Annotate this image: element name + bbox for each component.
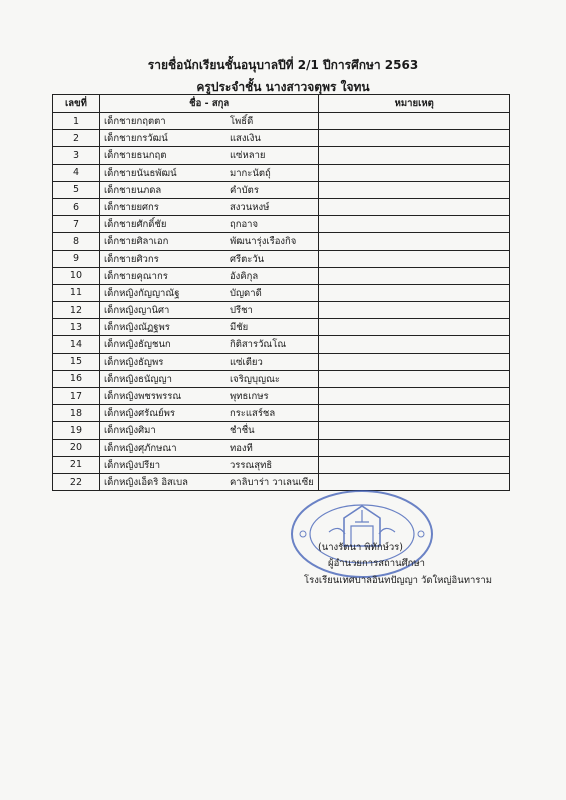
student-last-name: กระแสร์ชล — [229, 408, 276, 420]
table-row — [53, 181, 510, 198]
student-name-cell — [99, 113, 318, 130]
student-name-cell — [99, 405, 318, 422]
student-number: 2 — [53, 130, 100, 147]
student-last-name: ชำชื่น — [229, 425, 255, 437]
student-name-cell — [99, 370, 318, 387]
student-last-name: คำบัตร — [229, 184, 259, 196]
student-name-cell — [99, 130, 318, 147]
student-number: 8 — [53, 233, 100, 250]
student-last-name: แซ่หลาย — [229, 150, 266, 162]
student-note — [319, 336, 510, 353]
student-number: 22 — [53, 473, 100, 490]
student-last-name: พุทธเกษร — [229, 391, 269, 402]
student-name-cell — [99, 388, 318, 405]
table-row — [53, 319, 510, 336]
student-last-name: ทองที — [229, 442, 253, 454]
student-number: 16 — [53, 370, 100, 387]
student-number: 15 — [53, 353, 100, 370]
student-number: 5 — [53, 181, 100, 198]
student-first-name: เด็กหญิงธนัญญา — [103, 373, 172, 385]
student-first-name: เด็กชายยศกร — [103, 201, 159, 213]
signer-position: ผู้อำนวยการสถานศึกษา — [328, 558, 425, 569]
student-note — [319, 388, 510, 405]
student-first-name: เด็กชายธนกฤต — [103, 150, 167, 162]
table-row — [53, 233, 510, 250]
student-last-name: สงวนหงษ์ — [229, 201, 270, 213]
student-name-cell — [99, 473, 318, 490]
student-last-name: แซ่เตียว — [229, 356, 263, 368]
student-last-name: เจริญบุญณะ — [229, 373, 280, 385]
student-note — [319, 164, 510, 181]
table-row — [53, 405, 510, 422]
student-last-name: โพธิ์ดี — [229, 116, 254, 127]
student-first-name: เด็กหญิงศิมา — [103, 425, 156, 437]
table-row — [53, 250, 510, 267]
student-name-cell — [99, 456, 318, 473]
student-last-name: อังคิกุล — [229, 270, 259, 282]
table-row — [53, 456, 510, 473]
student-number: 1 — [53, 113, 100, 130]
table-row — [53, 284, 510, 301]
table-row — [53, 388, 510, 405]
student-last-name: บัญดาดี — [229, 287, 262, 299]
student-note — [319, 370, 510, 387]
table-row — [53, 370, 510, 387]
table-row — [53, 439, 510, 456]
student-name-cell — [99, 216, 318, 233]
student-name-cell — [99, 198, 318, 215]
student-note — [319, 405, 510, 422]
student-first-name: เด็กชายกฤตตา — [103, 116, 166, 127]
school-name: โรงเรียนเทศบาลอินทปัญญา วัดใหญ่อินทาราม — [304, 575, 493, 586]
student-name-cell — [99, 250, 318, 267]
student-number: 11 — [53, 284, 100, 301]
student-last-name: วรรณสุทธิ — [229, 459, 273, 471]
student-first-name: เด็กหญิงศรัณย์พร — [103, 408, 175, 420]
student-name-cell — [99, 302, 318, 319]
table-row — [53, 267, 510, 284]
student-note — [319, 353, 510, 370]
student-name-cell — [99, 353, 318, 370]
student-name-cell — [99, 439, 318, 456]
student-number: 12 — [53, 302, 100, 319]
student-last-name: ปรีชา — [229, 305, 253, 317]
student-note — [319, 319, 510, 336]
student-first-name: เด็กชายนันธพัฒน์ — [103, 167, 177, 179]
student-first-name: เด็กชายศิลาเอก — [103, 236, 169, 248]
student-number: 19 — [53, 422, 100, 439]
student-last-name: พัฒนารุ่งเรืองกิจ — [229, 236, 297, 248]
student-note — [319, 181, 510, 198]
student-last-name: แสงเงิน — [229, 133, 261, 145]
student-note — [319, 456, 510, 473]
student-first-name: เด็กชายศิวกร — [103, 253, 159, 265]
student-number: 21 — [53, 456, 100, 473]
student-first-name: เด็กชายคุณากร — [103, 270, 168, 282]
student-first-name: เด็กหญิงณัฏฐพร — [103, 322, 170, 334]
table-row — [53, 473, 510, 490]
student-name-cell — [99, 336, 318, 353]
student-last-name: กิติสารวัณโณ — [229, 339, 287, 351]
student-number: 17 — [53, 388, 100, 405]
student-number: 13 — [53, 319, 100, 336]
header-name: ชื่อ - สกุล — [99, 95, 318, 113]
student-last-name: ฤกอาจ — [229, 219, 259, 231]
student-first-name: เด็กหญิงกัญญาณัฐ — [103, 287, 180, 299]
table-row — [53, 353, 510, 370]
table-row — [53, 147, 510, 164]
student-number: 10 — [53, 267, 100, 284]
student-name-cell — [99, 284, 318, 301]
student-name-cell — [99, 267, 318, 284]
student-note — [319, 233, 510, 250]
student-name-cell — [99, 233, 318, 250]
student-number: 3 — [53, 147, 100, 164]
student-note — [319, 302, 510, 319]
student-first-name: เด็กชายศักดิ์ชัย — [103, 219, 167, 231]
student-first-name: เด็กหญิงธัญชนก — [103, 339, 171, 351]
student-first-name: เด็กหญิงศุภักษณา — [103, 442, 177, 454]
student-number: 7 — [53, 216, 100, 233]
student-name-cell — [99, 422, 318, 439]
table-row — [53, 336, 510, 353]
table-row — [53, 130, 510, 147]
student-note — [319, 198, 510, 215]
student-last-name: มีชัย — [229, 322, 249, 334]
student-number: 20 — [53, 439, 100, 456]
student-number: 9 — [53, 250, 100, 267]
student-first-name: เด็กหญิงพชรพรรณ — [103, 391, 182, 402]
student-note — [319, 250, 510, 267]
student-last-name: คาลิบาร่า วาเลนเซีย — [229, 476, 314, 488]
student-note — [319, 284, 510, 301]
student-name-cell — [99, 147, 318, 164]
table-row — [53, 164, 510, 181]
student-roster-table — [52, 94, 510, 491]
student-number: 14 — [53, 336, 100, 353]
student-last-name: มากะนัตถุ์ — [229, 167, 271, 179]
table-body — [53, 113, 510, 491]
student-name-cell — [99, 164, 318, 181]
student-note — [319, 422, 510, 439]
table-row — [53, 422, 510, 439]
table-row — [53, 198, 510, 215]
table-header-row — [53, 95, 510, 113]
student-first-name: เด็กชายนภดล — [103, 184, 162, 196]
table-row — [53, 302, 510, 319]
document-title: รายชื่อนักเรียนชั้นอนุบาลปีที่ 2/1 ปีการศึกษา 2563 — [147, 58, 419, 72]
student-note — [319, 147, 510, 164]
teacher-line: ครูประจำชั้น นางสาวจตุพร ใจทน — [196, 80, 370, 94]
student-number: 4 — [53, 164, 100, 181]
student-note — [319, 439, 510, 456]
student-first-name: เด็กชายกรวัฒน์ — [103, 133, 168, 145]
header-number: เลขที่ — [53, 95, 100, 113]
student-first-name: เด็กหญิงธัญพร — [103, 356, 164, 368]
student-first-name: เด็กหญิงเอ็ดริ อิสเบล — [103, 476, 188, 488]
student-note — [319, 113, 510, 130]
student-name-cell — [99, 319, 318, 336]
student-note — [319, 216, 510, 233]
student-first-name: เด็กหญิงญานิศา — [103, 305, 170, 317]
student-number: 6 — [53, 198, 100, 215]
signer-name: (นางรัตนา พิทักษ์วร) — [318, 542, 403, 553]
student-note — [319, 267, 510, 284]
header-note: หมายเหตุ — [319, 95, 510, 113]
student-number: 18 — [53, 405, 100, 422]
student-first-name: เด็กหญิงปรียา — [103, 459, 161, 471]
student-note — [319, 130, 510, 147]
table-row — [53, 113, 510, 130]
student-name-cell — [99, 181, 318, 198]
table-row — [53, 216, 510, 233]
student-last-name: ศรีตะวัน — [229, 253, 265, 265]
